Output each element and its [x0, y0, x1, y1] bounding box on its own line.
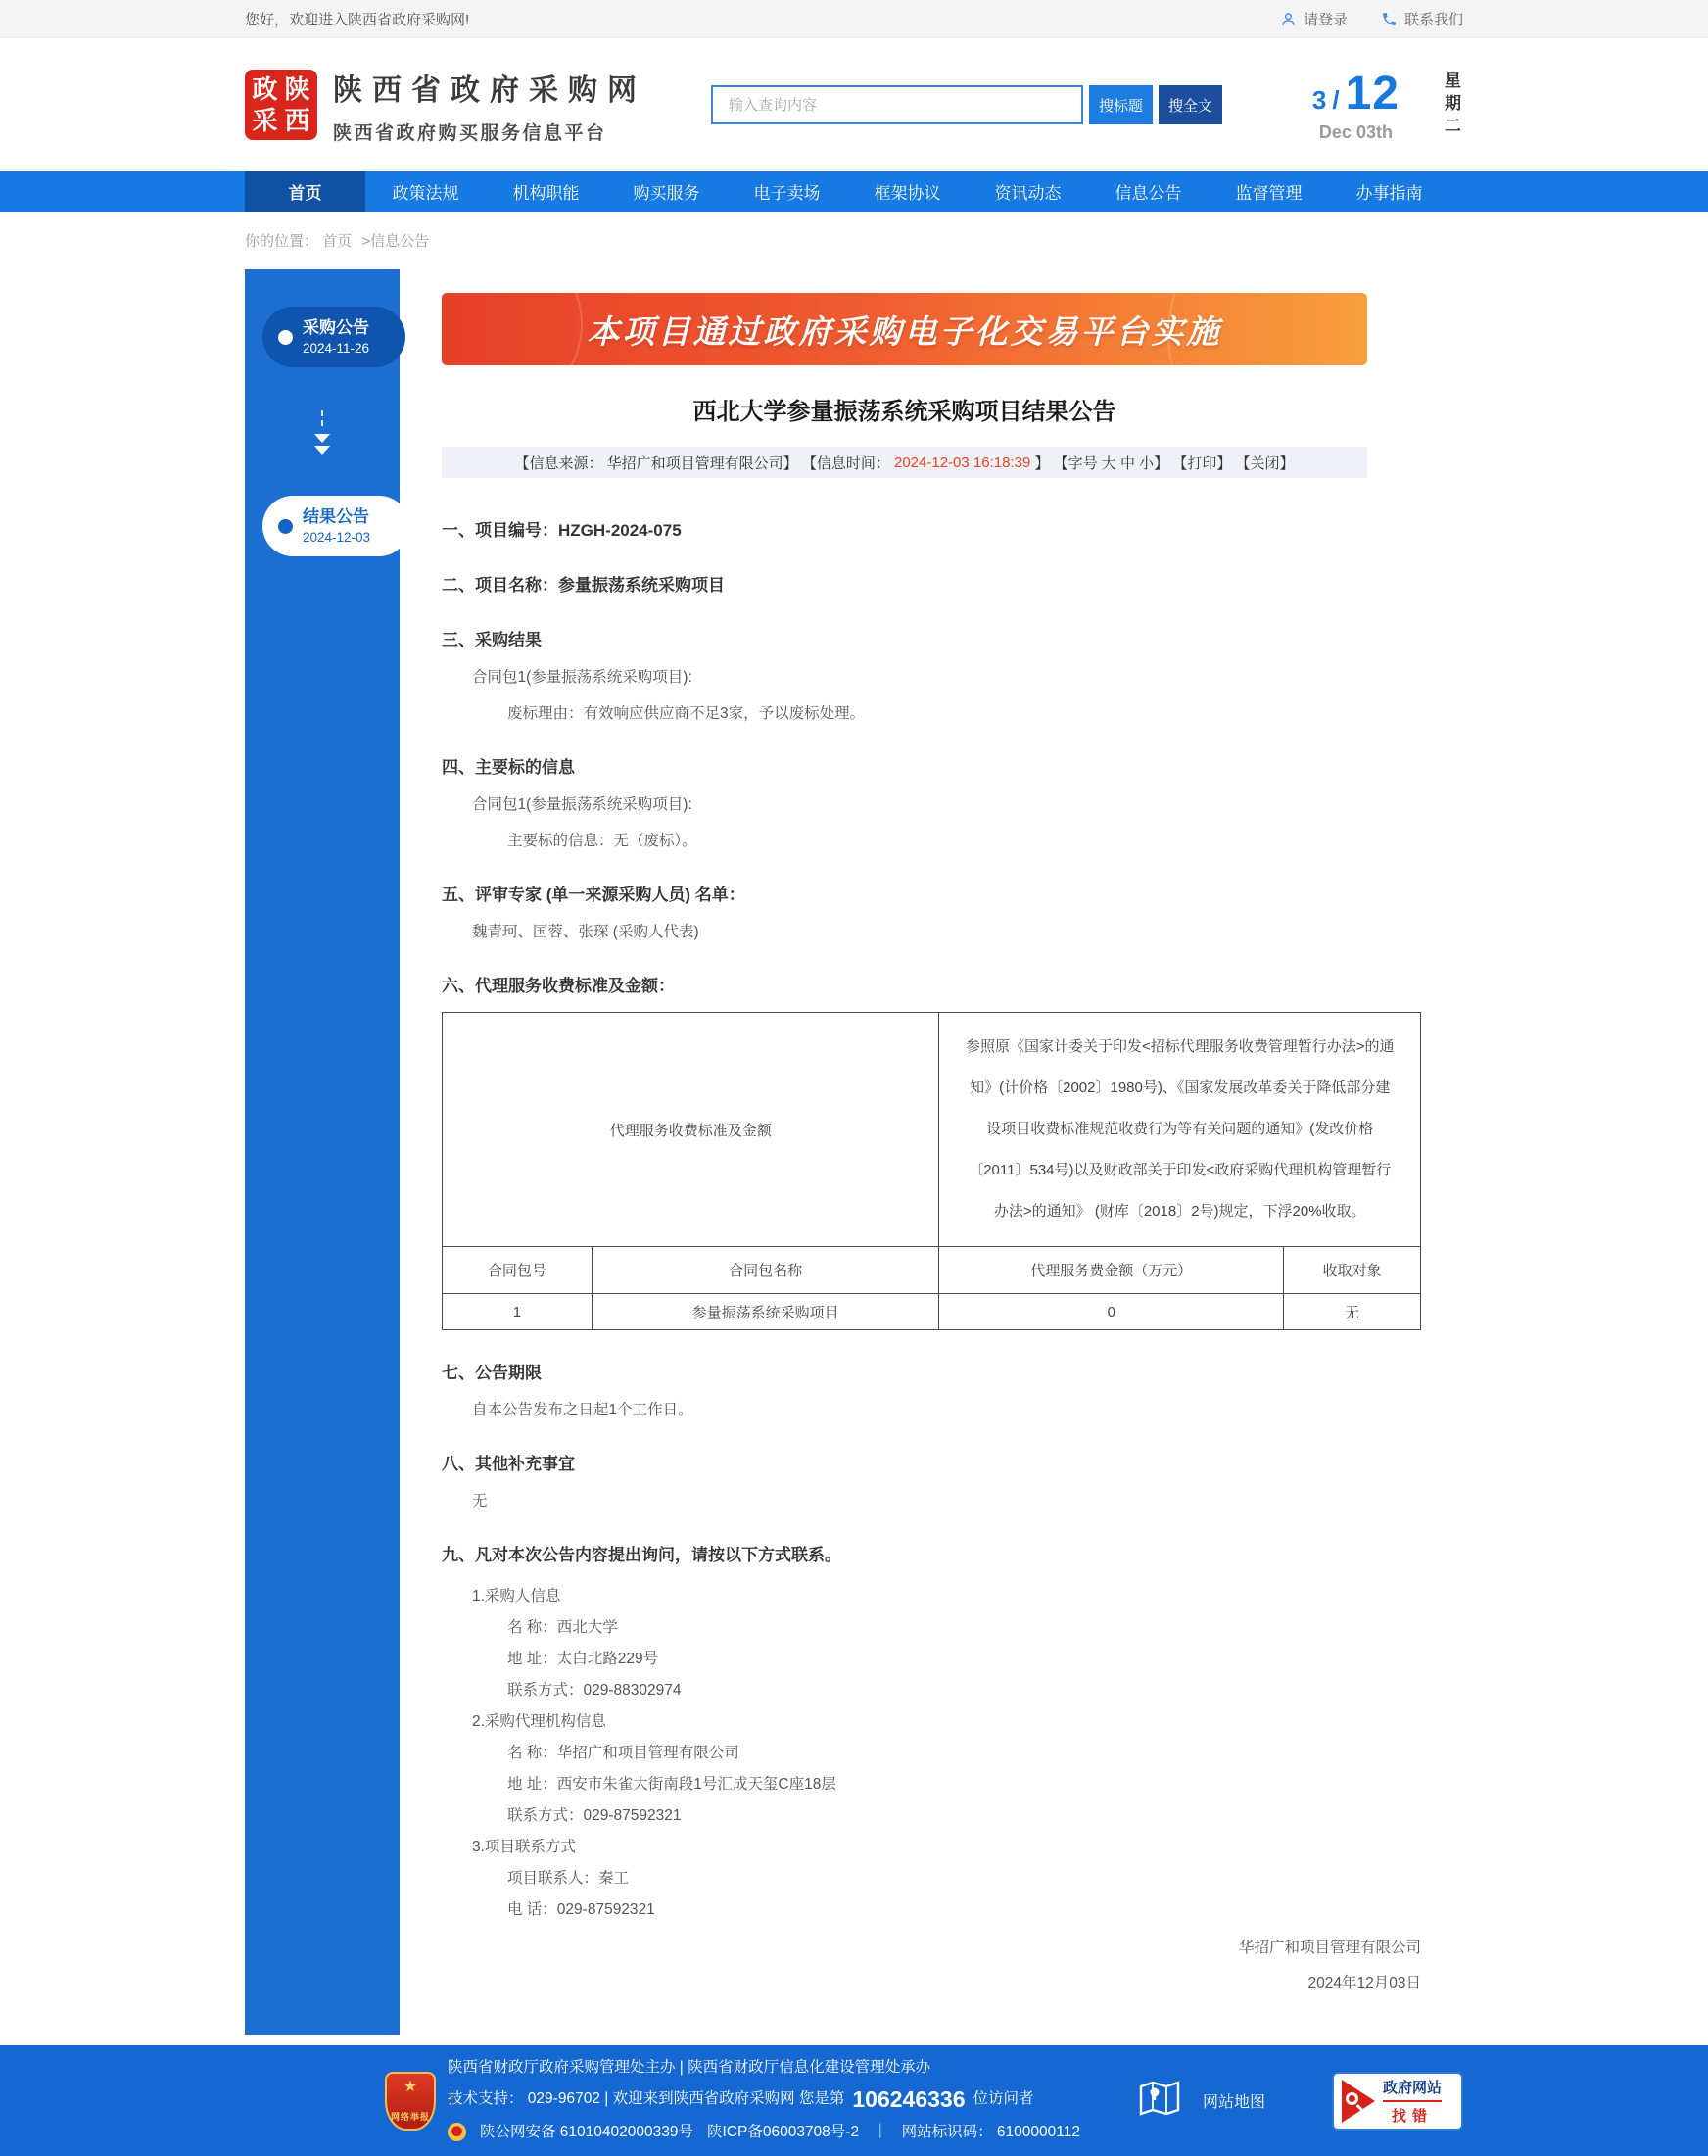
- footer-support-suffix: 位访问者: [973, 2090, 1034, 2107]
- meta-time-value: 2024-12-03 16:18:39: [894, 454, 1031, 471]
- nav-item-announcements[interactable]: 信息公告: [1115, 184, 1182, 203]
- fee-table-cell: 无: [1284, 1294, 1421, 1330]
- close-button[interactable]: 【关闭】: [1235, 455, 1295, 472]
- search-area: [711, 85, 1222, 124]
- logo-char: 采: [252, 106, 278, 135]
- site-subtitle: 陕西省政府购买服务信息平台: [333, 122, 607, 144]
- meta-time-open: 【信息时间：: [801, 455, 894, 472]
- meta-source: 【信息来源： 华招广和项目管理有限公司】: [514, 455, 802, 472]
- timeline-sidebar: [245, 269, 400, 2035]
- gov-site-find-error-button[interactable]: [1332, 2072, 1463, 2131]
- project-contact-phone: 电 话：029-87592321: [507, 1901, 655, 1918]
- agency-fee-table: [442, 1012, 1421, 1330]
- nav-item-home[interactable]: 首页: [245, 171, 365, 212]
- section-4-heading: 四、主要标的信息: [442, 758, 575, 777]
- emblem-star-icon: ★: [403, 2078, 418, 2095]
- visitor-count: 106246336: [852, 2086, 966, 2113]
- site-title: 陕西省政府采购网: [333, 73, 646, 107]
- search-fulltext-button[interactable]: 搜全文: [1159, 85, 1222, 124]
- section-8-line: 无: [472, 1493, 488, 1509]
- font-size-controls[interactable]: 【字号 大 中 小】: [1053, 455, 1173, 472]
- agency-name: 名 称：华招广和项目管理有限公司: [507, 1745, 739, 1761]
- agency-address: 地 址：西安市朱雀大街南段1号汇成天玺C座18层: [507, 1776, 836, 1793]
- nav-item-supervision[interactable]: 监督管理: [1235, 184, 1303, 203]
- fee-table-header: 代理服务费金额（万元）: [939, 1247, 1284, 1294]
- magnifier-icon: [1346, 2092, 1358, 2105]
- section-5-heading: 五、评审专家 (单一来源采购人员) 名单：: [442, 886, 745, 904]
- agency-phone: 联系方式：029-87592321: [507, 1807, 682, 1824]
- section-5-line: 魏青珂、国蓉、张琛 (采购人代表): [472, 924, 699, 940]
- announcement-article: [400, 269, 1463, 2035]
- police-badge-icon: [448, 2123, 466, 2141]
- buyer-info-title: 1.采购人信息: [472, 1588, 561, 1605]
- buyer-name: 名 称：西北大学: [507, 1619, 618, 1636]
- meta-bar: [442, 447, 1367, 478]
- date-english: Dec 03th: [1318, 122, 1393, 142]
- emblem-label: 网络举报: [390, 2111, 430, 2122]
- page-title: 西北大学参量振荡系统采购项目结果公告: [692, 399, 1116, 425]
- footer-organizer-line: 陕西省财政厅政府采购管理处主办 | 陕西省财政厅信息化建设管理处承办: [448, 2058, 931, 2076]
- breadcrumb-prefix: 你的位置：: [245, 233, 319, 250]
- timeline-dot: [278, 519, 293, 534]
- fee-table-cell: 1: [443, 1294, 593, 1330]
- fee-table-header: 合同包名称: [592, 1247, 939, 1294]
- timeline-step-title: 采购公告: [303, 317, 369, 337]
- sitemap-link[interactable]: [1138, 2079, 1265, 2123]
- section-1-heading: 一、项目编号：HZGH-2024-075: [442, 521, 682, 540]
- section-9-heading: 九、凡对本次公告内容提出询问，请按以下方式联系。: [442, 1546, 841, 1564]
- breadcrumb-home-link[interactable]: 首页: [322, 233, 353, 250]
- logo-char: 政: [252, 74, 278, 104]
- signature-date: 2024年12月03日: [1307, 1975, 1421, 1991]
- timeline-dot: [278, 330, 293, 345]
- signature-block: [442, 1936, 1421, 1992]
- topbar: [0, 0, 1708, 38]
- timeline-step-title: 结果公告: [303, 506, 369, 526]
- section-7-heading: 七、公告期限: [442, 1364, 542, 1382]
- print-button[interactable]: 【打印】: [1172, 455, 1236, 472]
- nav-item-guide[interactable]: 办事指南: [1355, 184, 1423, 203]
- timeline-step-result-notice[interactable]: [262, 496, 409, 556]
- nav-item-news[interactable]: 资讯动态: [994, 184, 1062, 203]
- phone-icon: [1381, 11, 1398, 27]
- fee-table-row: [443, 1294, 1421, 1330]
- fee-table-header: 合同包号: [443, 1247, 593, 1294]
- find-error-top-label: 政府网站: [1383, 2077, 1442, 2102]
- fee-table-merged-label: 代理服务收费标准及金额: [443, 1013, 939, 1247]
- breadcrumb: [245, 230, 435, 251]
- date-month: 3: [1311, 85, 1327, 115]
- contact-link[interactable]: [1381, 9, 1463, 29]
- nav-item-policies[interactable]: 政策法规: [392, 184, 459, 203]
- timeline-step-date: 2024-11-26: [303, 341, 370, 357]
- date-day: 12: [1345, 68, 1400, 120]
- section-4-line: 主要标的信息：无（废标）。: [507, 833, 697, 849]
- login-label: 请登录: [1303, 11, 1348, 28]
- banner-text: 本项目通过政府采购电子化交易平台实施: [587, 312, 1222, 350]
- weekday-label: 星期二: [1442, 71, 1460, 139]
- section-6-heading: 六、代理服务收费标准及金额：: [442, 977, 675, 995]
- buyer-phone: 联系方式：029-88302974: [507, 1682, 682, 1699]
- site-logo: [245, 70, 317, 140]
- fee-table-legal-text: 参照原《国家计委关于印发<招标代理服务收费管理暂行办法>的通知》(计价格〔2002〕1980号)、《国家发展改革委关于降低部分建设项目收费标准规范收费行为等有关问题的通知》(发改价格〔2011〕534号)以及财政部关于印发<政府采购代理机构管理暂行办法>的通知》 (财库〔2018〕2号)规定，下浮20%收取。: [939, 1013, 1421, 1247]
- section-8-heading: 八、其他补充事宜: [442, 1455, 575, 1473]
- meta-time-close: 】: [1030, 455, 1054, 472]
- nav-item-emall[interactable]: 电子卖场: [753, 184, 821, 203]
- timeline-down-arrow-icon: [245, 410, 400, 455]
- footer-beian-line: [448, 2123, 1094, 2141]
- user-icon: [1280, 11, 1297, 27]
- breadcrumb-bar: [0, 212, 1708, 269]
- nav-item-purchase-services[interactable]: 购买服务: [633, 184, 700, 203]
- footer-support-line: [448, 2086, 1094, 2113]
- section-7-line: 自本公告发布之日起1个工作日。: [472, 1402, 693, 1418]
- timeline-step-date: 2024-12-03: [303, 530, 371, 546]
- date-separator: /: [1332, 85, 1340, 115]
- section-3-line: 废标理由：有效响应供应商不足3家，予以废标处理。: [507, 705, 866, 722]
- breadcrumb-current: >信息公告: [361, 233, 430, 250]
- section-2-heading: 二、项目名称：参量振荡系统采购项目: [442, 576, 725, 595]
- welcome-text: 您好，欢迎进入陕西省政府采购网!: [245, 11, 470, 28]
- find-error-bottom-label: 找错: [1392, 2107, 1434, 2125]
- report-emblem[interactable]: [385, 2072, 436, 2131]
- logo-char: 西: [284, 106, 310, 135]
- police-beian-link[interactable]: 陕公网安备 61010402000339号: [480, 2124, 693, 2140]
- section-4-line: 合同包1(参量振荡系统采购项目):: [472, 796, 692, 813]
- fee-table-header: 收取对象: [1284, 1247, 1421, 1294]
- section-3-line: 合同包1(参量振荡系统采购项目):: [472, 669, 692, 686]
- site-code: 网站标识码： 6100000112: [901, 2124, 1080, 2140]
- login-link[interactable]: [1280, 9, 1348, 29]
- footer-spacer: [0, 2035, 1708, 2045]
- beian-separator: ｜: [873, 2124, 888, 2140]
- buyer-address: 地 址：太白北路229号: [507, 1651, 659, 1667]
- contact-label: 联系我们: [1403, 11, 1463, 28]
- footer-support-prefix: 技术支持： 029-96702 | 欢迎来到陕西省政府采购网 您是第: [448, 2090, 845, 2107]
- map-icon: [1138, 2079, 1181, 2123]
- nav-item-functions[interactable]: 机构职能: [512, 184, 580, 203]
- nav-item-framework[interactable]: 框架协议: [874, 184, 941, 203]
- fee-table-cell: 0: [939, 1294, 1284, 1330]
- site-footer: [0, 2045, 1708, 2156]
- search-input[interactable]: [711, 85, 1083, 124]
- site-header: [0, 38, 1708, 171]
- platform-banner: [442, 293, 1367, 365]
- content-wrapper: [0, 269, 1708, 2035]
- project-contact-title: 3.项目联系方式: [472, 1839, 576, 1855]
- date-block: [1312, 67, 1463, 143]
- timeline-step-procurement-notice[interactable]: [262, 307, 405, 367]
- sitemap-label: 网站地图: [1202, 2094, 1265, 2111]
- section-3-heading: 三、采购结果: [442, 631, 542, 649]
- icp-beian-link[interactable]: 陕ICP备06003708号-2: [707, 2124, 860, 2140]
- signature-company: 华招广和项目管理有限公司: [1238, 1940, 1421, 1956]
- main-nav: [0, 171, 1708, 212]
- find-error-flag-icon: [1342, 2080, 1375, 2123]
- agency-info-title: 2.采购代理机构信息: [472, 1713, 606, 1730]
- search-title-button[interactable]: 搜标题: [1089, 85, 1153, 124]
- logo-char: 陕: [284, 74, 310, 104]
- project-contact-person: 项目联系人：秦工: [507, 1870, 630, 1887]
- fee-table-cell: 参量振荡系统采购项目: [592, 1294, 939, 1330]
